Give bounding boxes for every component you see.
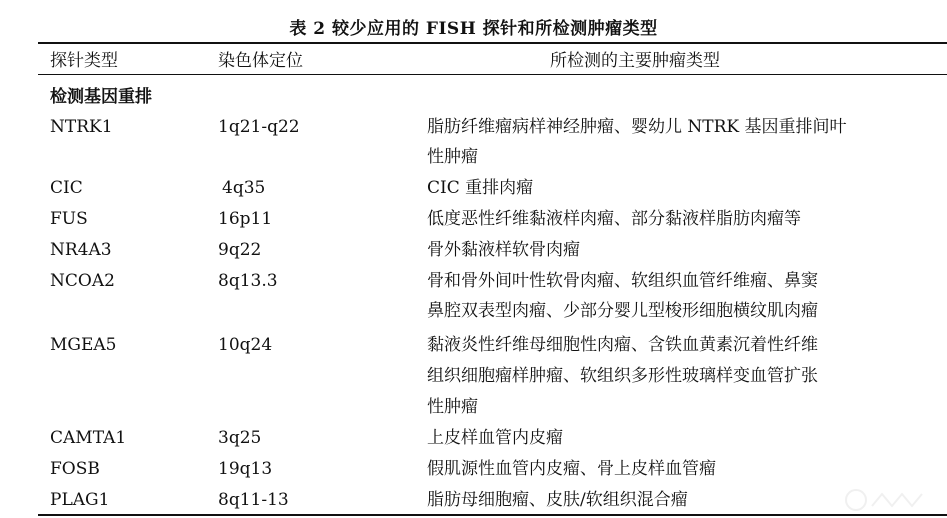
table-row-location: 4q35 — [222, 178, 266, 198]
table-row-tumors-line: 性肿瘤 — [427, 397, 478, 417]
header-rule — [38, 74, 947, 75]
table-row-location: 1q21-q22 — [218, 117, 300, 137]
table-row-tumors-line: CIC 重排肉瘤 — [427, 178, 534, 198]
table-row-tumors-line: 脂肪纤维瘤病样神经肿瘤、婴幼儿 NTRK 基因重排间叶 — [427, 117, 847, 137]
table-row-probe: FOSB — [50, 459, 100, 479]
table-row-location: 19q13 — [218, 459, 273, 479]
table-row-tumors-line: 黏液炎性纤维母细胞性肉瘤、含铁血黄素沉着性纤维 — [427, 335, 818, 355]
table-row-probe: NCOA2 — [50, 271, 115, 291]
table-row-tumors-line: 组织细胞瘤样肿瘤、软组织多形性玻璃样变血管扩张 — [427, 366, 818, 386]
table-row-probe: CIC — [50, 178, 83, 198]
bottom-rule — [38, 514, 947, 516]
table-row-probe: MGEA5 — [50, 335, 117, 355]
table-row-tumors-line: 鼻腔双表型肉瘤、少部分婴儿型梭形细胞横纹肌肉瘤 — [427, 301, 818, 321]
header-chromosome-location: 染色体定位 — [218, 51, 303, 71]
header-probe-type: 探针类型 — [50, 51, 118, 71]
table-title: 表 2 较少应用的 FISH 探针和所检测肿瘤类型 — [289, 19, 658, 39]
table-row-probe: NR4A3 — [50, 240, 112, 260]
table-row-tumors-line: 骨和骨外间叶性软骨肉瘤、软组织血管纤维瘤、鼻窦 — [427, 271, 818, 291]
table-row-tumors-line: 脂肪母细胞瘤、皮肤/软组织混合瘤 — [427, 490, 688, 510]
header-tumor-types: 所检测的主要肿瘤类型 — [550, 51, 720, 71]
table-row-probe: FUS — [50, 209, 88, 229]
table-row-tumors-line: 假肌源性血管内皮瘤、骨上皮样血管瘤 — [427, 459, 716, 479]
table-row-probe: PLAG1 — [50, 490, 110, 510]
table-row-tumors-line: 性肿瘤 — [427, 147, 478, 167]
table-row-probe: CAMTA1 — [50, 428, 127, 448]
table-row-tumors-line: 上皮样血管内皮瘤 — [427, 428, 563, 448]
top-rule — [38, 42, 947, 44]
faint-watermark-icon — [842, 486, 932, 514]
table-row-tumors-line: 骨外黏液样软骨肉瘤 — [427, 240, 580, 260]
table-row-location: 10q24 — [218, 335, 273, 355]
table-row-location: 3q25 — [218, 428, 262, 448]
table-row-probe: NTRK1 — [50, 117, 113, 137]
table-row-tumors-line: 低度恶性纤维黏液样肉瘤、部分黏液样脂肪肉瘤等 — [427, 209, 801, 229]
table-row-location: 16p11 — [218, 209, 273, 229]
section-label: 检测基因重排 — [50, 87, 152, 107]
table-row-location: 8q11-13 — [218, 490, 289, 510]
table-row-location: 8q13.3 — [218, 271, 278, 291]
table-row-location: 9q22 — [218, 240, 262, 260]
